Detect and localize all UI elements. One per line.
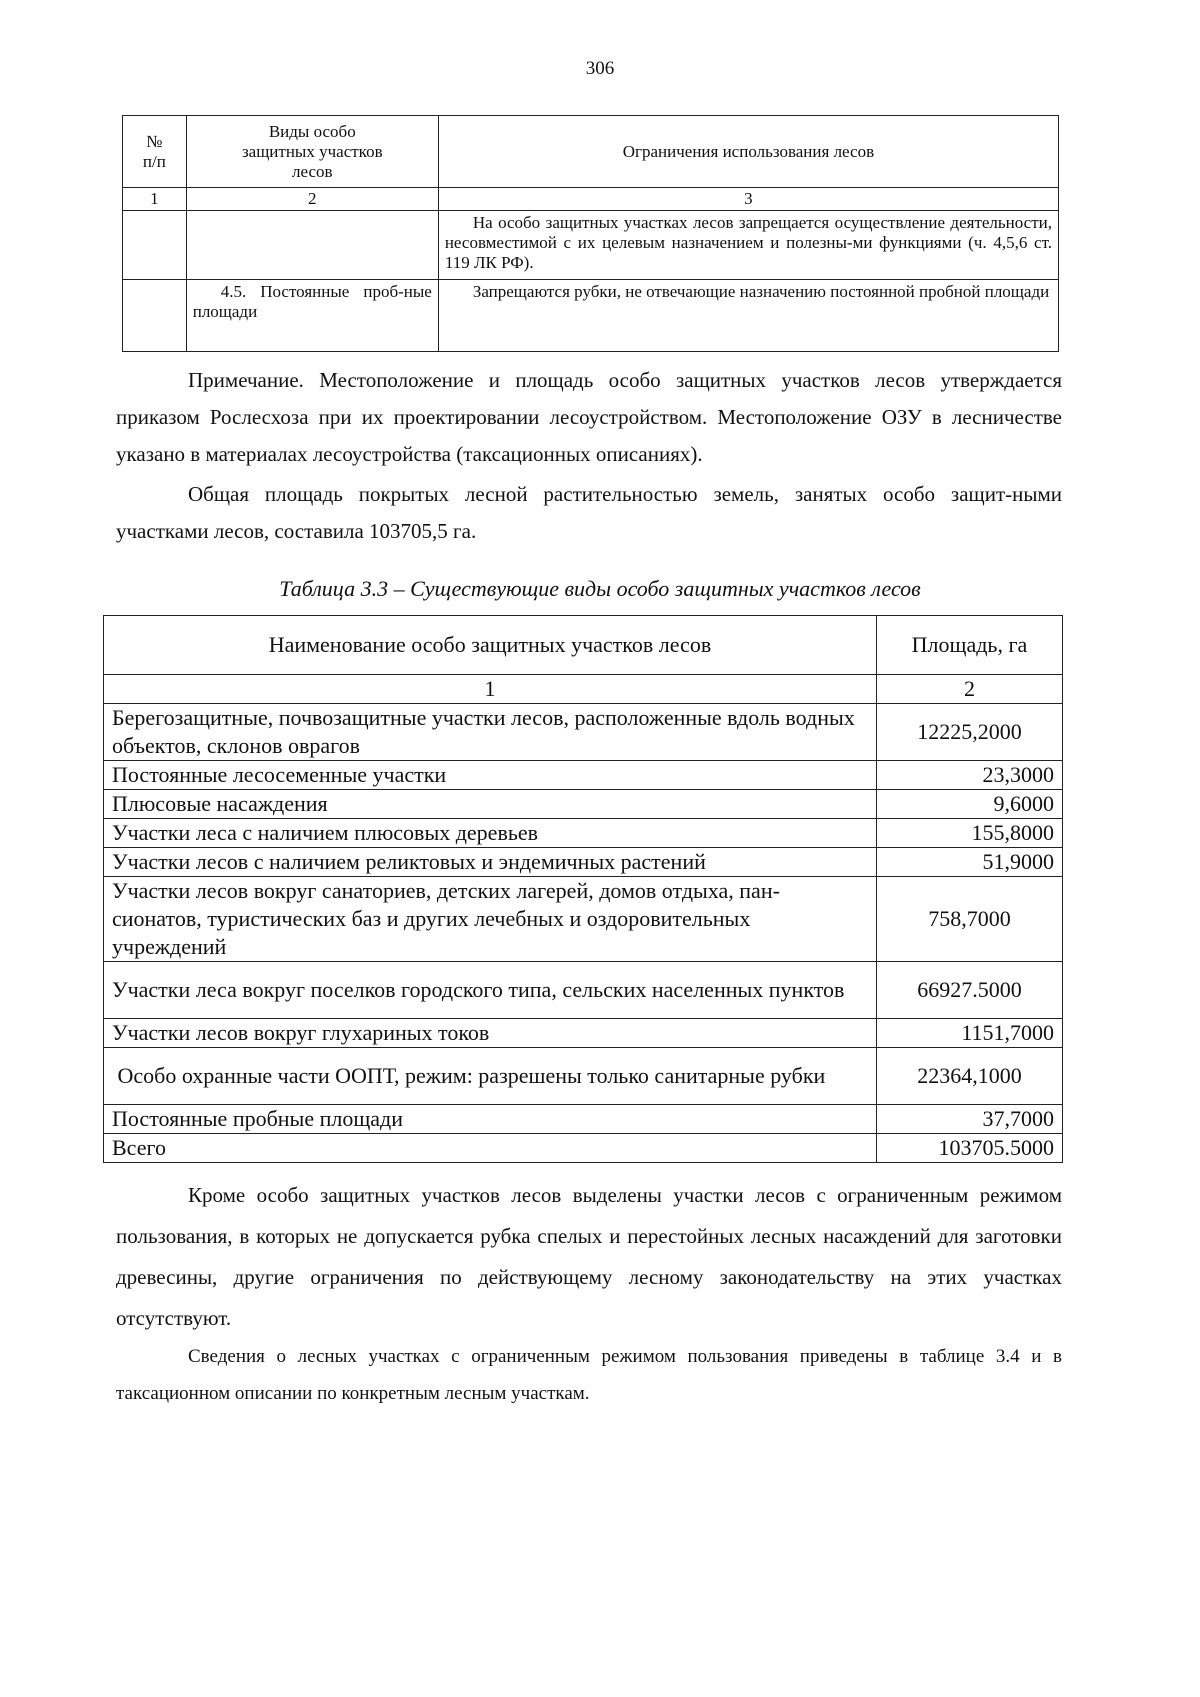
row-restriction: Запрещаются рубки, не отвечающие назначению постоянной пробной площади (438, 280, 1058, 352)
table-row (104, 877, 1063, 962)
table-row (104, 761, 1063, 790)
table-row (104, 704, 1063, 761)
info-paragraph: Сведения о лесных участках с ограниченным режимом пользования приведены в таблице 3.4 и в таксационном описании по конкретным лесным участкам. (116, 1346, 1062, 1404)
row-restriction: На особо защитных участках лесов запрещается осуществление деятельности, несовместимой с их целевым назначением и полезны-ми функциями (ч. 4,5,6 ст. 119 ЛК РФ). (438, 211, 1058, 280)
column-number: 2 (186, 188, 438, 211)
area-value: 37,7000 (876, 1105, 1062, 1134)
column-number: 1 (123, 188, 187, 211)
table-row (104, 1019, 1063, 1048)
column-number-row (104, 675, 1063, 704)
page-number: 306 (585, 58, 615, 79)
header-area-type-line-3: лесов (292, 161, 333, 181)
area-name: Плюсовые насаждения (104, 790, 877, 819)
area-value: 51,9000 (876, 848, 1062, 877)
total-row (104, 1134, 1063, 1163)
table-row (104, 962, 1063, 1019)
total-area-paragraph: Общая площадь покрытых лесной растительностью земель, занятых особо защит-ными участками лесов, составила 103705,5 га. (116, 482, 1062, 543)
area-name: Участки леса вокруг поселков городского типа, сельских населенных пунктов (104, 962, 877, 1019)
header-number-line-2: п/п (142, 151, 166, 171)
area-name: Берегозащитные, почвозащитные участки лесов, расположенные вдоль водных объектов, склонов оврагов (104, 704, 877, 761)
column-number: 3 (438, 188, 1058, 211)
table-row (104, 790, 1063, 819)
area-name: Участки лесов вокруг глухариных токов (104, 1019, 877, 1048)
header-name: Наименование особо защитных участков лесов (104, 616, 877, 675)
area-value: 155,8000 (876, 819, 1062, 848)
table-row (123, 280, 1059, 352)
area-value: 23,3000 (876, 761, 1062, 790)
header-area-type-line-2: защитных участков (241, 141, 383, 161)
header-area-type-line-1: Виды особо (268, 121, 356, 141)
area-value: 22364,1000 (876, 1048, 1062, 1105)
header-number (123, 116, 187, 188)
row-area-type (186, 211, 438, 280)
header-number-line-1: № (146, 131, 163, 151)
area-name: Постоянные лесосеменные участки (104, 761, 877, 790)
protective-areas-restrictions-table (122, 115, 1059, 352)
area-name: Постоянные пробные площади (104, 1105, 877, 1134)
area-value: 12225,2000 (876, 704, 1062, 761)
column-number: 1 (104, 675, 877, 704)
area-value: 9,6000 (876, 790, 1062, 819)
header-area-type (186, 116, 438, 188)
table-row (104, 1105, 1063, 1134)
note-paragraph: Примечание. Местоположение и площадь особо защитных участков лесов утверждается приказом Рослесхоза при их проектировании лесоустройством. Местоположение ОЗУ в лесничестве указано в материалах лесоустройства (таксационных описаниях). (116, 368, 1062, 466)
table-header-row (123, 116, 1059, 188)
protective-areas-table (103, 615, 1063, 1163)
restricted-mode-paragraph: Кроме особо защитных участков лесов выделены участки лесов с ограниченным режимом пользования, в которых не допускается рубка спелых и перестойных лесных насаждений для заготовки древесины, другие ограничения по действующему лесному законодательству на этих участках отсутствуют. (116, 1183, 1062, 1330)
area-name: Особо охранные части ООПТ, режим: разрешены только санитарные рубки (104, 1048, 877, 1105)
table-header-row (104, 616, 1063, 675)
table-row (104, 819, 1063, 848)
area-name: Участки лесов вокруг санаториев, детских лагерей, домов отдыха, пан-сионатов, туристических баз и других лечебных и оздоровительных учреждений (104, 877, 877, 962)
table-row (123, 211, 1059, 280)
total-value: 103705.5000 (876, 1134, 1062, 1163)
row-number (123, 211, 187, 280)
area-name: Участки лесов с наличием реликтовых и эндемичных растений (104, 848, 877, 877)
header-area: Площадь, га (876, 616, 1062, 675)
header-restrictions: Ограничения использования лесов (438, 116, 1058, 188)
area-value: 758,7000 (876, 877, 1062, 962)
column-number: 2 (876, 675, 1062, 704)
table-row (104, 1048, 1063, 1105)
area-value: 1151,7000 (876, 1019, 1062, 1048)
area-name: Участки леса с наличием плюсовых деревьев (104, 819, 877, 848)
row-area-type: 4.5. Постоянные проб-ные площади (186, 280, 438, 352)
column-number-row (123, 188, 1059, 211)
table-caption: Таблица 3.3 – Существующие виды особо защитных участков лесов (279, 576, 921, 601)
total-label: Всего (104, 1134, 877, 1163)
row-number (123, 280, 187, 352)
table-row (104, 848, 1063, 877)
area-value: 66927.5000 (876, 962, 1062, 1019)
